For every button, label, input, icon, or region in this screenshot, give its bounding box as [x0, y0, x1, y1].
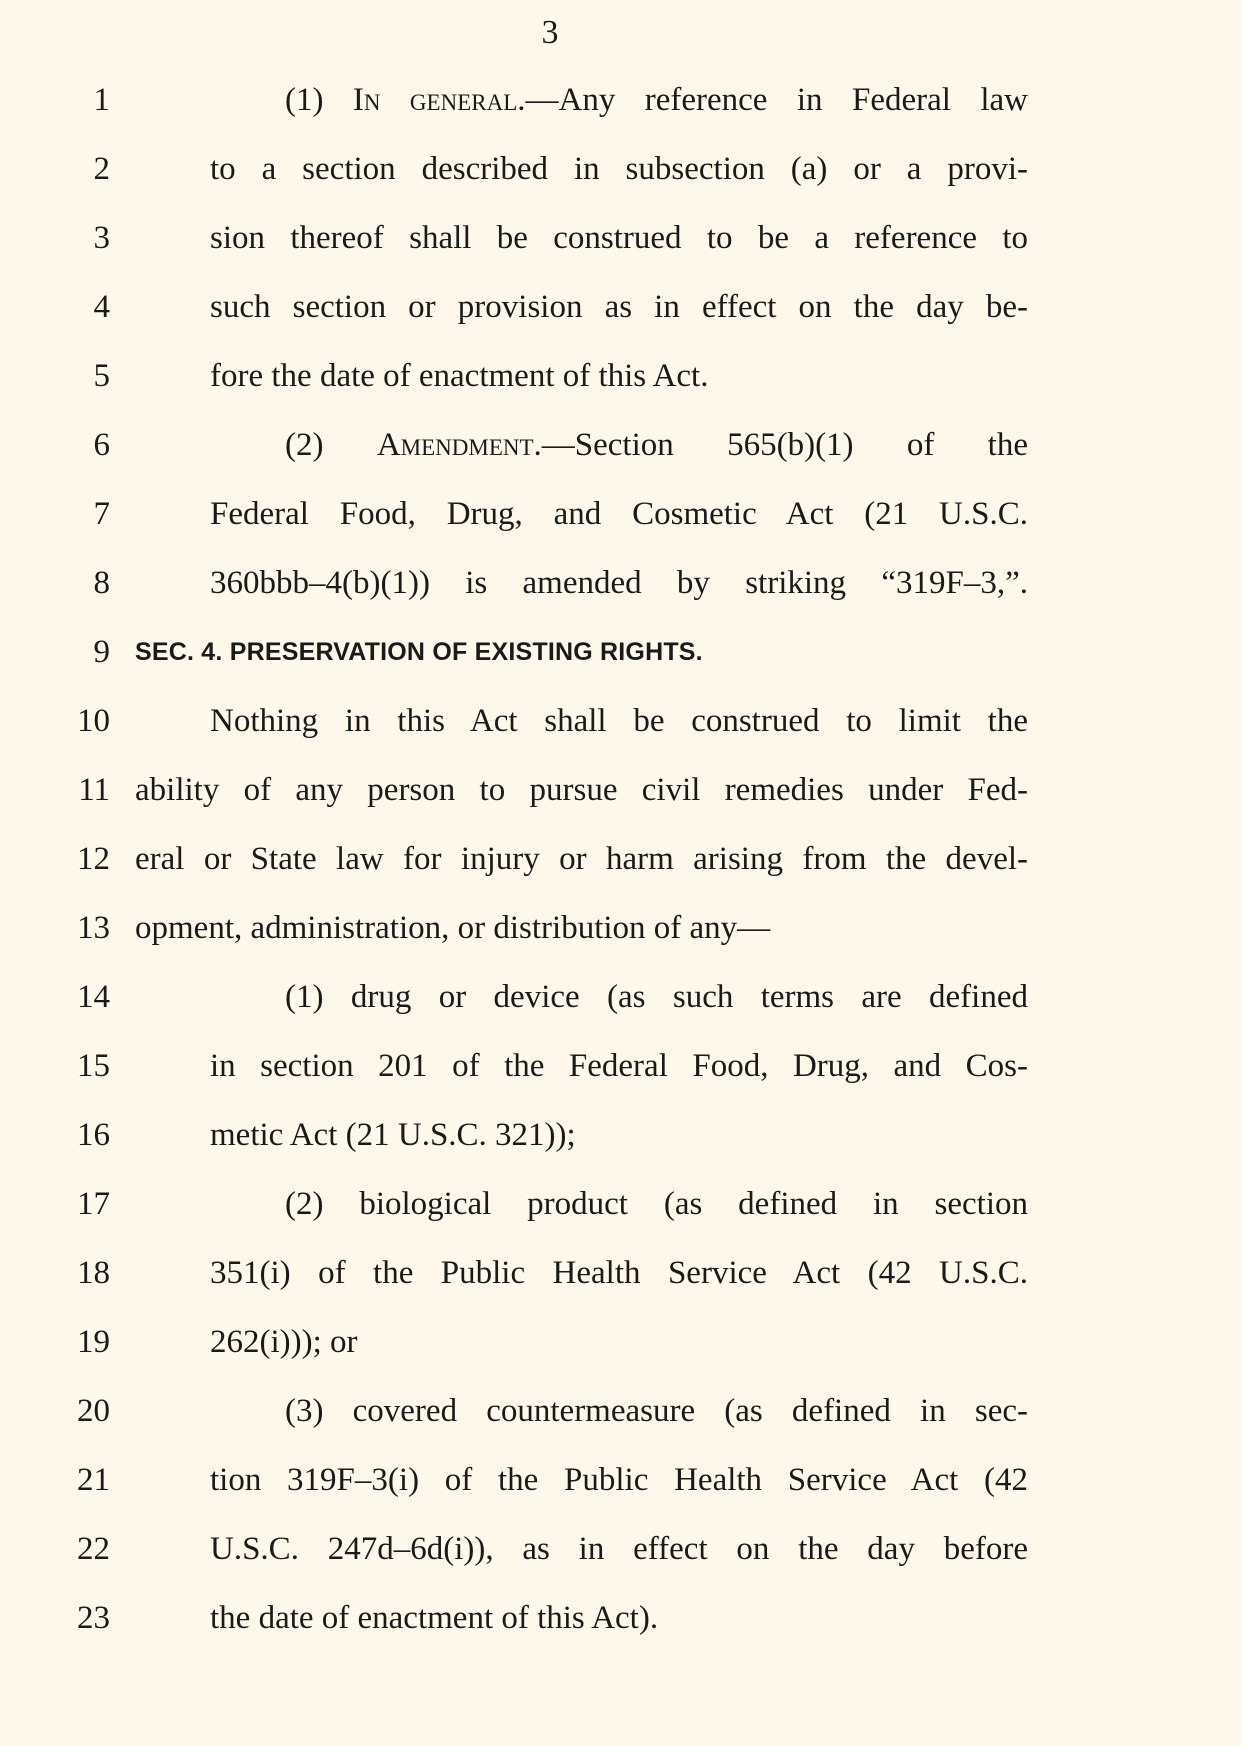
- line-text: opment, administration, or distribution of any—: [135, 910, 771, 946]
- text-line: [0, 277, 1242, 346]
- line-number: 3: [93, 220, 110, 256]
- text-line: [0, 346, 1242, 415]
- text-line: [0, 208, 1242, 277]
- line-number: 23: [77, 1600, 110, 1636]
- text-line: [0, 691, 1242, 760]
- line-text: tion 319F–3(i) of the Public Health Service Act (42: [210, 1462, 1028, 1498]
- line-text: (3) covered countermeasure (as defined in sec-: [285, 1393, 1028, 1429]
- text-line: [0, 1174, 1242, 1243]
- text-line: [0, 760, 1242, 829]
- line-number: 17: [77, 1186, 110, 1222]
- line-text: 351(i) of the Public Health Service Act (42 U.S.C.: [210, 1255, 1028, 1291]
- line-text: metic Act (21 U.S.C. 321));: [210, 1117, 576, 1153]
- text-line: [0, 484, 1242, 553]
- text-line: [0, 139, 1242, 208]
- line-number: 16: [77, 1117, 110, 1153]
- paragraph-heading: In general: [352, 82, 518, 118]
- line-number: 10: [77, 703, 110, 739]
- line-number: 5: [93, 358, 110, 394]
- line-text: (1) drug or device (as such terms are defined: [285, 979, 1028, 1015]
- page-number: 3: [541, 14, 559, 51]
- line-text: eral or State law for injury or harm arising from the devel-: [135, 841, 1028, 877]
- line-number: 12: [77, 841, 110, 877]
- line-number: 9: [93, 634, 110, 670]
- line-text: Federal Food, Drug, and Cosmetic Act (21 U.S.C.: [210, 496, 1028, 532]
- section-heading: SEC. 4. PRESERVATION OF EXISTING RIGHTS.: [135, 638, 703, 666]
- paragraph-number: (2): [285, 427, 377, 463]
- text-line: [0, 898, 1242, 967]
- text-line: [0, 70, 1242, 139]
- line-text: to a section described in subsection (a) or a provi-: [210, 151, 1028, 187]
- line-text: such section or provision as in effect on the day be-: [210, 289, 1028, 325]
- text-line: [0, 553, 1242, 622]
- line-text: in section 201 of the Federal Food, Drug, and Cos-: [210, 1048, 1028, 1084]
- text-line: [0, 415, 1242, 484]
- text-line: [0, 1519, 1242, 1588]
- line-number: 18: [77, 1255, 110, 1291]
- line-text: 360bbb–4(b)(1)) is amended by striking “319F–3,”.: [210, 565, 1028, 601]
- line-text: [285, 70, 1028, 130]
- text-line: [0, 1381, 1242, 1450]
- line-number: 4: [93, 289, 110, 325]
- line-text: 262(i))); or: [210, 1324, 358, 1360]
- text-line: [0, 1312, 1242, 1381]
- line-number: 6: [93, 427, 110, 463]
- line-number: 14: [77, 979, 110, 1015]
- line-number: 22: [77, 1531, 110, 1567]
- text-line: [0, 622, 1242, 691]
- line-number: 19: [77, 1324, 110, 1360]
- paragraph-number: (1): [285, 82, 353, 118]
- paragraph-heading: Amendment: [376, 427, 534, 463]
- line-number: 20: [77, 1393, 110, 1429]
- text-line: [0, 1588, 1242, 1657]
- line-text: U.S.C. 247d–6d(i)), as in effect on the day before: [210, 1531, 1028, 1567]
- line-number: 15: [77, 1048, 110, 1084]
- line-text: (2) biological product (as defined in section: [285, 1186, 1028, 1222]
- text-line: [0, 1105, 1242, 1174]
- line-text-rest: .—Any reference in Federal law: [517, 82, 1028, 118]
- line-text: sion thereof shall be construed to be a reference to: [210, 220, 1028, 256]
- line-number: 11: [78, 772, 110, 808]
- text-line: [0, 1036, 1242, 1105]
- line-number: 2: [93, 151, 110, 187]
- line-number: 7: [93, 496, 110, 532]
- line-text: [285, 415, 1028, 475]
- line-number: 21: [77, 1462, 110, 1498]
- line-number: 8: [93, 565, 110, 601]
- line-text: Nothing in this Act shall be construed to limit the: [210, 703, 1028, 739]
- text-line: [0, 829, 1242, 898]
- text-line: [0, 967, 1242, 1036]
- text-line: [0, 1450, 1242, 1519]
- line-text-rest: .—Section 565(b)(1) of the: [533, 427, 1028, 463]
- line-text: the date of enactment of this Act).: [210, 1600, 659, 1636]
- line-number: 13: [77, 910, 110, 946]
- line-number: 1: [93, 82, 110, 118]
- line-text: ability of any person to pursue civil remedies under Fed-: [135, 772, 1028, 808]
- line-text: fore the date of enactment of this Act.: [210, 358, 709, 394]
- text-line: [0, 1243, 1242, 1312]
